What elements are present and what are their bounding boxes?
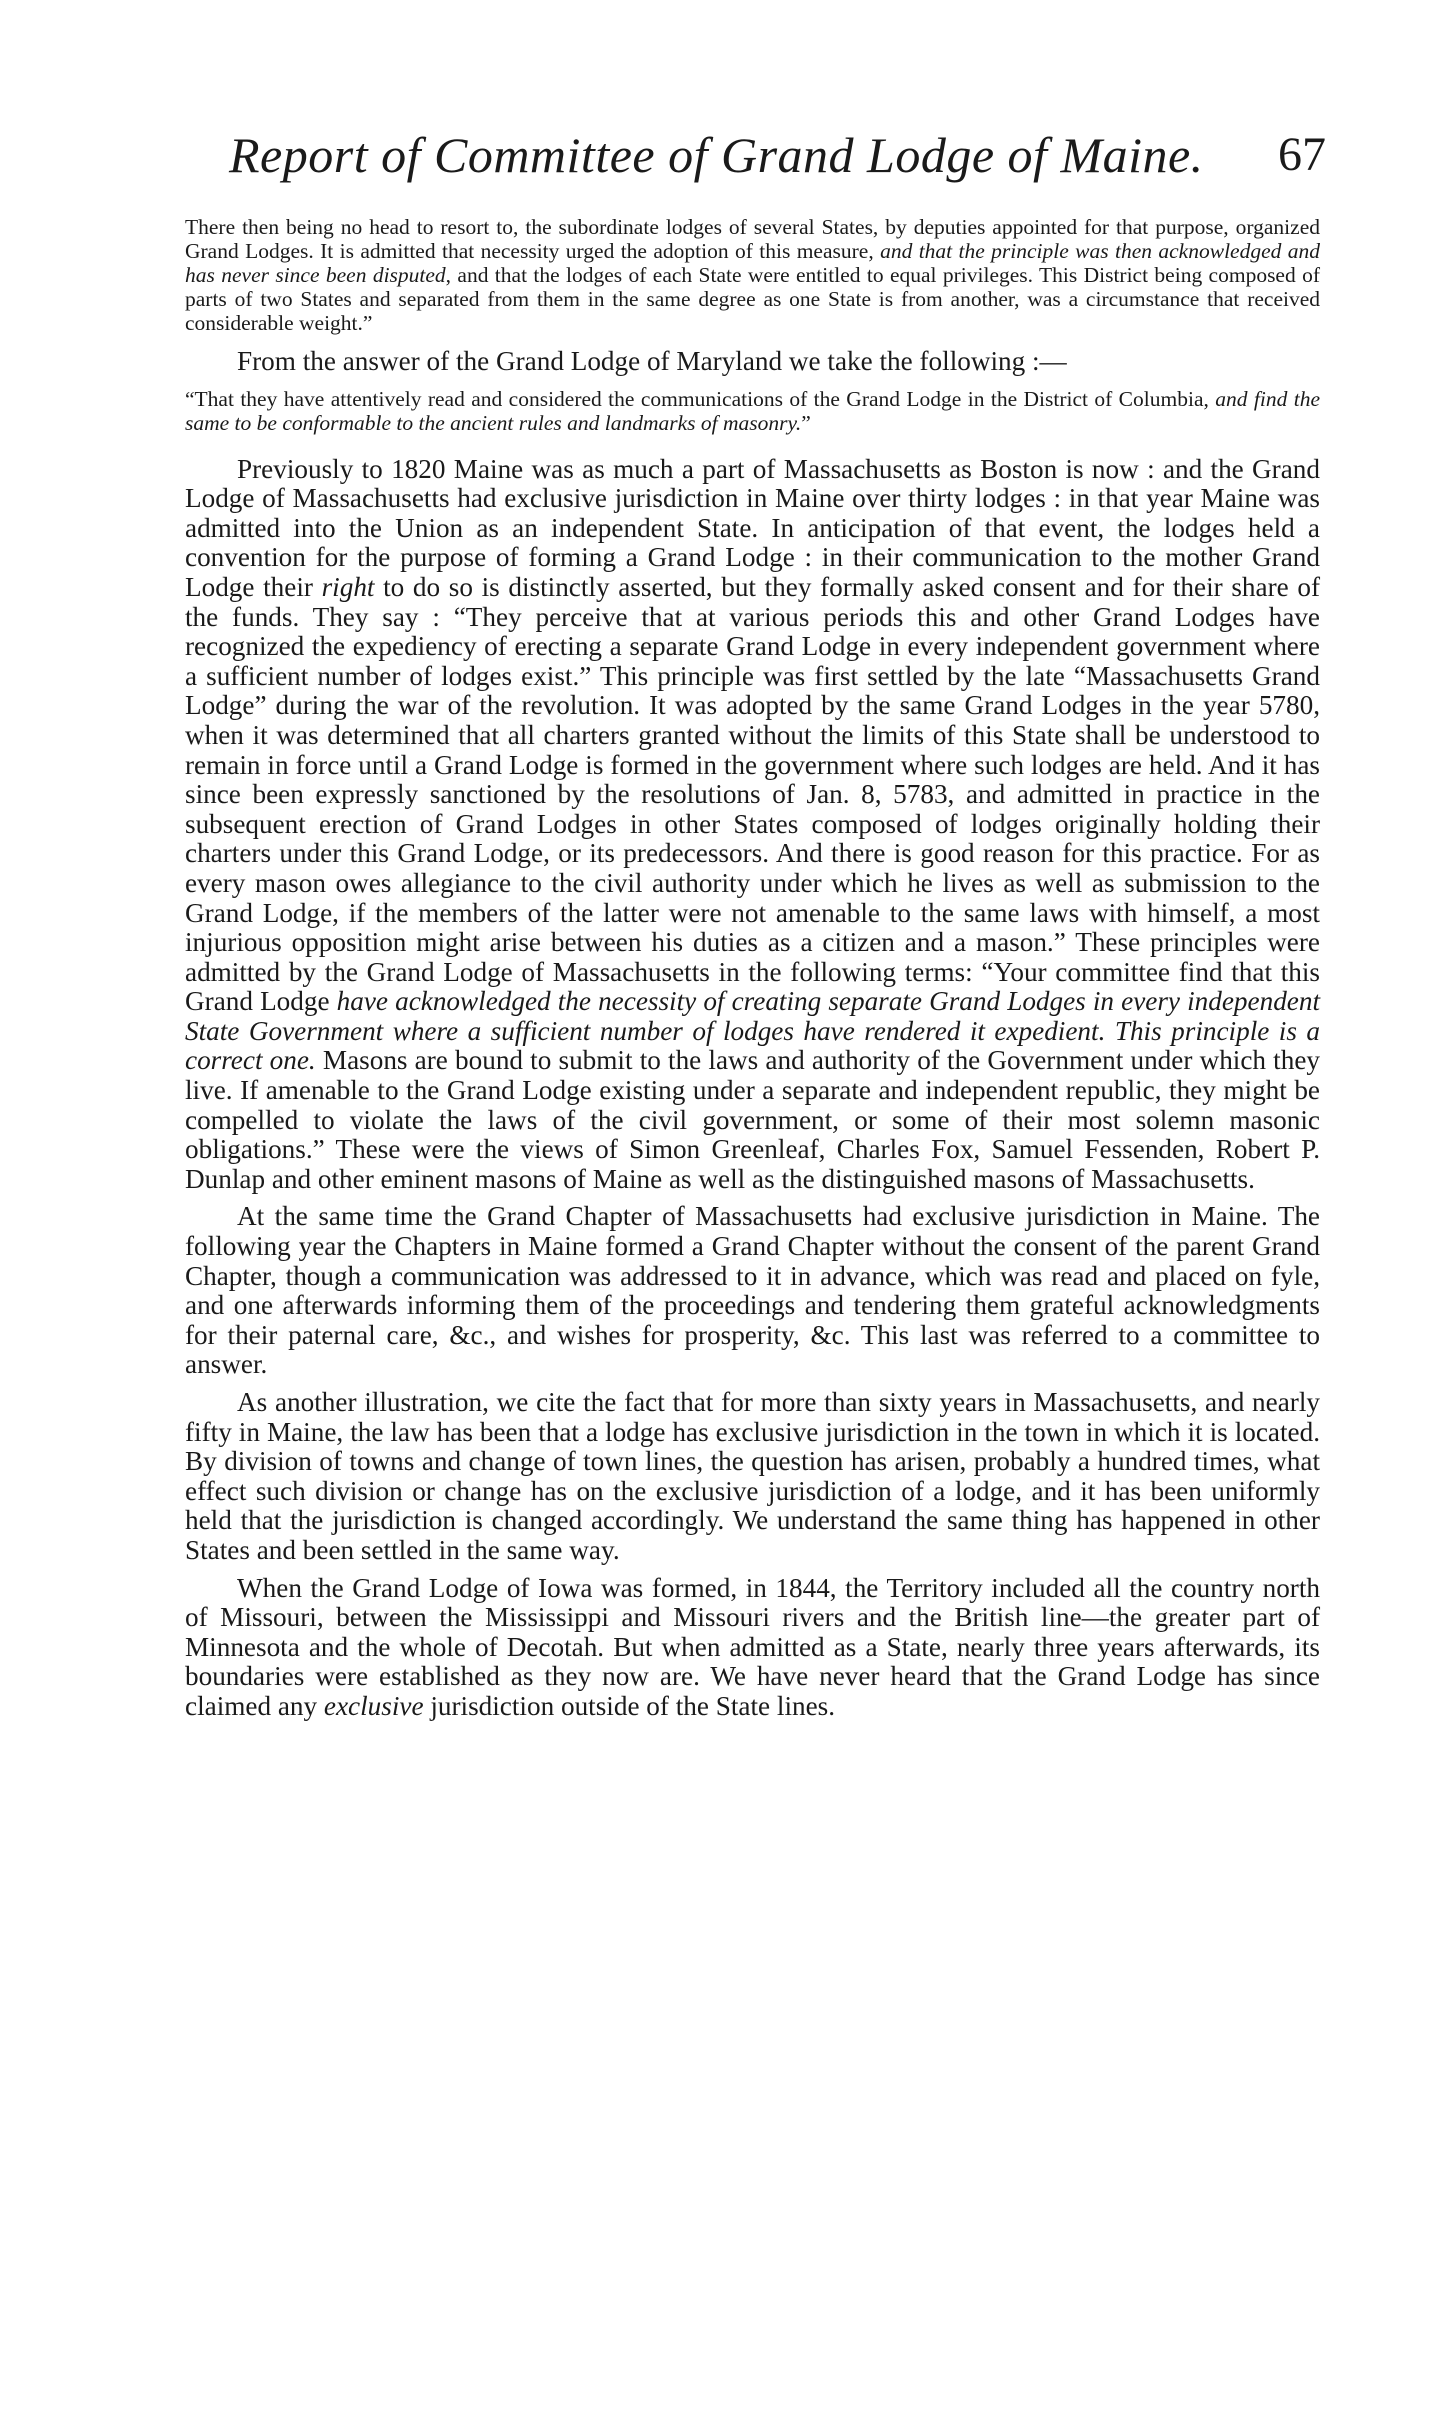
- page-number: 67: [1278, 128, 1326, 181]
- quoted-passage: [185, 215, 1320, 335]
- maryland-quote: [185, 387, 1320, 435]
- italic-run: and that the principle was then acknowledged and has never since been disputed: [185, 239, 1320, 287]
- text-run: At the same time the Grand Chapter of Massachusetts had exclusive jurisdiction in Maine. The following year the Chapters in Maine formed a Grand Chapter without the consent of the parent Grand Chapter, though a communication was addressed to it in advance, which was read and placed on fyle, and one afterwards informing them of the proceedings and tendering them grateful acknowledgments for their paternal care, &c., and wishes for prosperity, &c. This last was referred to a committee to answer.: [185, 1201, 1320, 1380]
- maryland-lead-paragraph: [185, 347, 1320, 377]
- text-run: ”: [801, 410, 811, 435]
- page-header: [185, 125, 1326, 215]
- paragraph-1820: [185, 455, 1320, 1195]
- italic-run: exclusive: [323, 1690, 424, 1721]
- text-run: Masons are bound to submit to the laws and authority of the Government under which they live. If amenable to the Grand Lodge existing under a separate and independent republic, they might be compelled to violate the laws of the civil government, or some of their most solemn masonic obligations.” These were the views of Simon Greenleaf, Charles Fox, Samuel Fessenden, Robert P. Dunlap and other eminent masons of Maine as well as the distinguished masons of Massachusetts.: [185, 1045, 1320, 1194]
- text-run: jurisdiction outside of the State lines.: [423, 1690, 836, 1721]
- text-run: “That they have attentively read and considered the communications of the Grand Lodge in the District of Columbia,: [185, 386, 1216, 411]
- italic-run: and find the same to be conformable to the ancient rules and landmarks of masonry.: [185, 386, 1320, 435]
- document-page: [185, 125, 1326, 1722]
- italic-run: right: [321, 571, 375, 602]
- paragraph-grand-chapter: [185, 1202, 1320, 1380]
- text-run: Previously to 1820 Maine was as much a part of Massachusetts as Boston is now : and the Grand Lodge of Massachusetts had exclusive jurisdiction in Maine over thirty lodges : in that year Maine was admitted into the Union as an independent State. In anticipation of that event, the lodges held a convention for the purpose of forming a Grand Lodge : in their communication to the mother Grand Lodge their: [185, 453, 1320, 602]
- running-title: Report of Committee of Grand Lodge of Maine.: [229, 127, 1204, 183]
- text-run: As another illustration, we cite the fact that for more than sixty years in Massachusetts, and nearly fifty in Maine, the law has been that a lodge has exclusive jurisdiction in the town in which it is located. By division of towns and change of town lines, the question has arisen, probably a hundred times, what effect such division or change has on the exclusive jurisdiction of a lodge, and it has been uniformly held that the jurisdiction is changed accordingly. We understand the same thing has happened in other States and been settled in the same way.: [185, 1387, 1320, 1565]
- text-run: From the answer of the Grand Lodge of Maryland we take the following :—: [237, 346, 1067, 376]
- text-run: , and that the lodges of each State were entitled to equal privileges. This District being composed of parts of two States and separated from them in the same degree as one State is from another, was a circumstance that received considerable weight.”: [185, 263, 1320, 335]
- italic-run: have acknowledged the necessity of creating separate Grand Lodges in every independent State Government where a sufficient number of lodges have rendered it expedient. This principle is a correct one.: [185, 986, 1320, 1076]
- text-run: There then being no head to resort to, the subordinate lodges of several States, by deputies appointed for that purpose, organized Grand Lodges. It is admitted that necessity urged the adoption of this measure,: [185, 215, 1320, 263]
- paragraph-iowa: [185, 1574, 1320, 1722]
- paragraph-town-jurisdiction: [185, 1388, 1320, 1566]
- text-run: When the Grand Lodge of Iowa was formed, in 1844, the Territory included all the country north of Missouri, between the Mississippi and Missouri rivers and the British line—the greater part of Minnesota and the whole of Decotah. But when admitted as a State, nearly three years afterwards, its boundaries were established as they now are. We have never heard that the Grand Lodge has since claimed any: [185, 1572, 1320, 1721]
- text-run: to do so is distinctly asserted, but they formally asked consent and for their share of the funds. They say : “They perceive that at various periods this and other Grand Lodges have recognized the expediency of erecting a separate Grand Lodge in every independent government where a sufficient number of lodges exist.” This principle was first settled by the late “Massachusetts Grand Lodge” during the war of the revolution. It was adopted by the same Grand Lodges in the year 5780, when it was determined that all charters granted without the limits of this State shall be understood to remain in force until a Grand Lodge is formed in the government where such lodges are held. And it has since been expressly sanctioned by the resolutions of Jan. 8, 5783, and admitted in practice in the subsequent erection of Grand Lodges in other States composed of lodges originally holding their charters under this Grand Lodge, or its predecessors. And there is good reason for this practice. For as every mason owes allegiance to the civil authority under which he lives as well as submission to the Grand Lodge, if the members of the latter were not amenable to the same laws with himself, a most injurious opposition might arise between his duties as a citizen and a mason.” These principles were admitted by the Grand Lodge of Massachusetts in the following terms: “Your committee find that this Grand Lodge: [185, 571, 1321, 1017]
